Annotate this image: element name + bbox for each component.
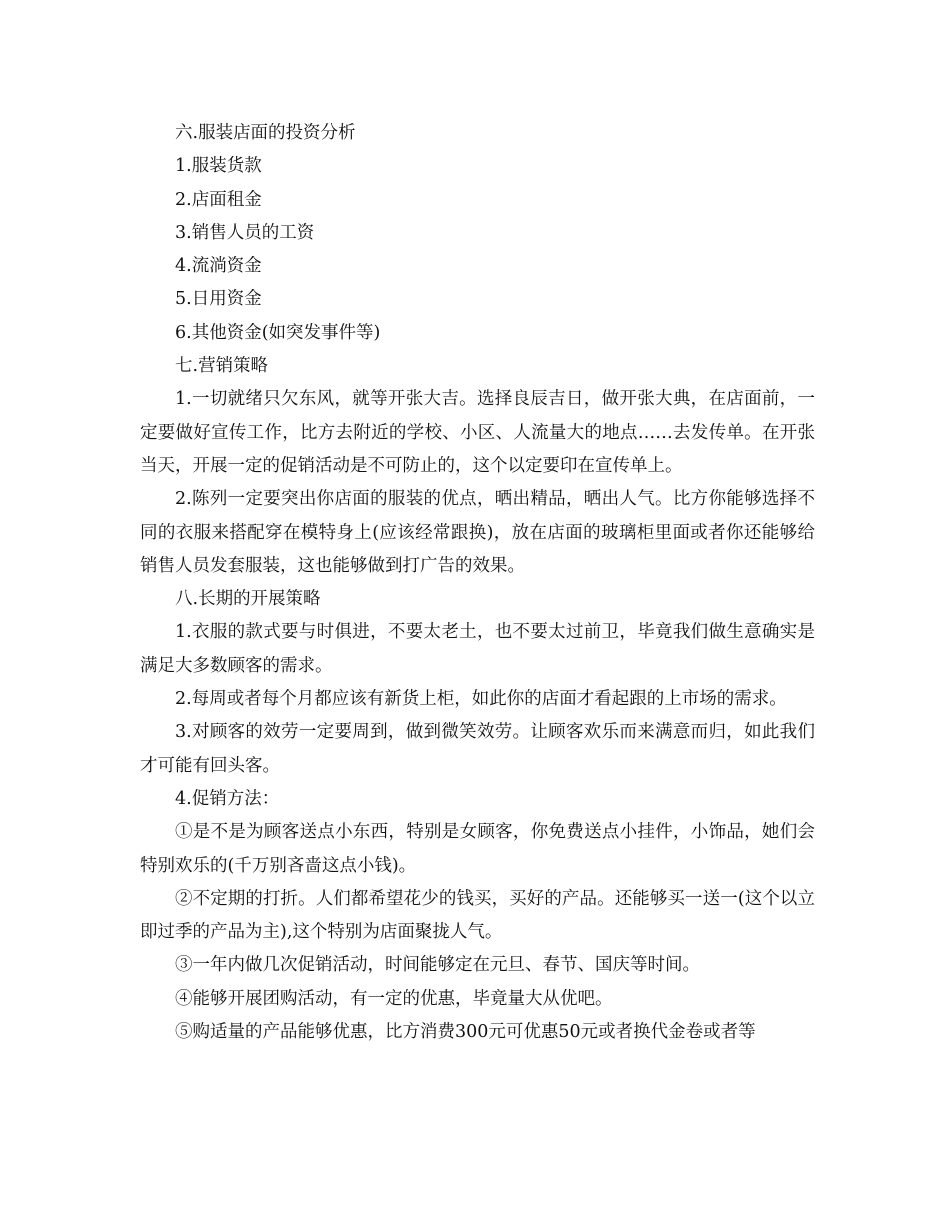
body-paragraph: 1.衣服的款式要与时俱进，不要太老土，也不要太过前卫，毕竟我们做生意确实是满足大多数顾客的需求。 — [140, 622, 815, 676]
body-paragraph: ④能够开展团购活动，有一定的优惠，毕竟量大从优吧。 — [175, 988, 613, 1009]
body-paragraph: 2.每周或者每个月都应该有新货上柜，如此你的店面才看起跟的上市场的需求。 — [175, 689, 787, 710]
body-paragraph: ②不定期的打折。人们都希望花少的钱买，买好的产品。还能够买一送一(这个以立即过季的产品为主),这个特别为店面聚拢人气。 — [140, 888, 815, 943]
list-item: 6.其他资金(如突发事件等) — [175, 322, 381, 343]
body-paragraph: 2.陈列一定要突出你店面的服装的优点，晒出精品，晒出人气。比方你能够选择不同的衣服来搭配穿在模特身上(应该经常跟换)，放在店面的玻璃柜里面或者你还能够给销售人员发套服装，这也能够做到打广告的效果。 — [140, 489, 815, 576]
list-item: 2.店面租金 — [175, 189, 262, 210]
body-paragraph: ⑤购适量的产品能够优惠，比方消费300元可优惠50元或者换代金卷或者等 — [175, 1022, 756, 1043]
body-paragraph: ③一年内做几次促销活动，时间能够定在元旦、春节、国庆等时间。 — [175, 955, 700, 976]
section-heading-long-term: 八.长期的开展策略 — [175, 589, 321, 610]
body-paragraph: ①是不是为顾客送点小东西，特别是女顾客，你免费送点小挂件，小饰品，她们会特别欢乐的(千万别吝啬这点小钱)。 — [140, 822, 815, 876]
body-paragraph: 4.促销方法： — [175, 788, 280, 809]
body-paragraph: 1.一切就绪只欠东风，就等开张大吉。选择良辰吉日，做开张大典，在店面前，一定要做好宣传工作，比方去附近的学校、小区、人流量大的地点……去发传单。在开张当天，开展一定的促销活动是不可防止的，这个以定要印在宣传单上。 — [140, 389, 815, 476]
section-heading-investment: 六.服装店面的投资分析 — [175, 123, 356, 143]
list-item: 1.服装货款 — [175, 156, 262, 177]
list-item: 4.流淌资金 — [175, 256, 262, 277]
list-item: 3.销售人员的工资 — [175, 222, 315, 243]
list-item: 5.日用资金 — [175, 289, 262, 310]
section-heading-marketing: 七.营销策略 — [175, 356, 269, 377]
body-paragraph: 3.对顾客的效劳一定要周到，做到微笑效劳。让顾客欢乐而来满意而归，如此我们才可能有回头客。 — [140, 722, 815, 776]
document-page — [140, 117, 815, 1049]
